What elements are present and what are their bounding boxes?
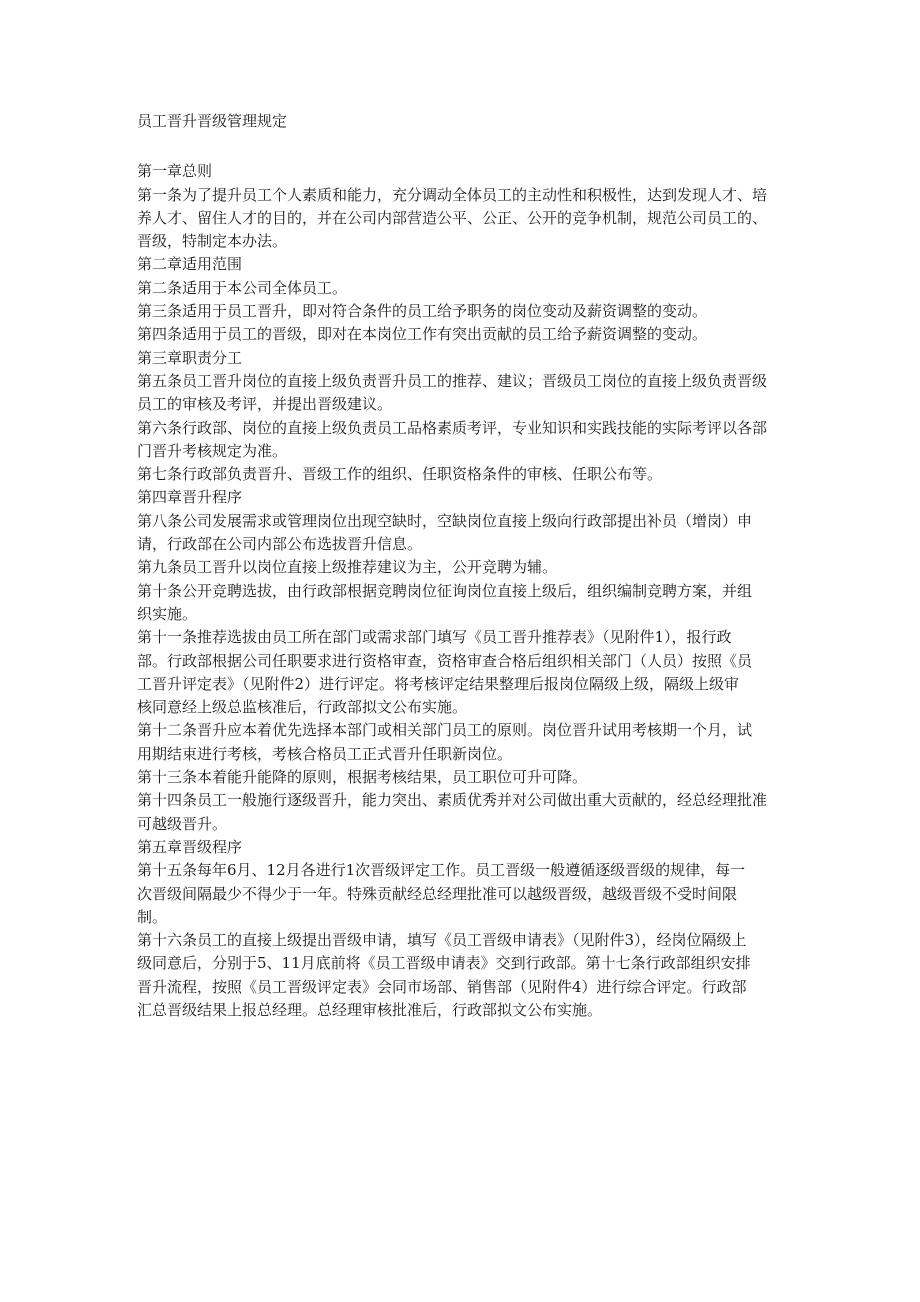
chapter-heading: 第四章晋升程序 [137,488,243,507]
text-line: 工晋升评定表》（见附件2）进行评定。将考核评定结果整理后报岗位隔级上级，隔级上级审 [137,674,740,693]
text-line: 第十四条员工一般施行逐级晋升，能力突出、素质优秀并对公司做出重大贡献的，经总经理批准 [137,791,768,810]
text-line: 第六条行政部、岗位的直接上级负责员工品格素质考评，专业知识和实践技能的实际考评以各部 [137,418,768,437]
chapter-heading: 第二章适用范围 [137,255,243,274]
text-line: 第十三条本着能升能降的原则，根据考核结果，员工职位可升可降。 [137,768,588,787]
text-line: 晋升流程，按照《员工晋级评定表》会同市场部、销售部（见附件4）进行综合评定。行政部 [137,977,747,996]
text-line: 用期结束进行考核，考核合格员工正式晋升任职新岗位。 [137,744,513,763]
text-line: 第十五条每年6月、12月各进行1次晋级评定工作。员工晋级一般遵循逐级晋级的规律，每一 [137,861,746,880]
text-line: 第十条公开竞聘选拔，由行政部根据竞聘岗位征询岗位直接上级后，组织编制竞聘方案，并组 [137,581,753,600]
text-line: 第一条为了提升员工个人素质和能力，充分调动全体员工的主动性和积极性，达到发现人才、培 [137,185,768,204]
text-line: 部。行政部根据公司任职要求进行资格审查，资格审查合格后组织相关部门（人员）按照《员 [137,651,753,670]
chapter-heading: 第三章职责分工 [137,348,243,367]
text-line: 可越级晋升。 [137,814,228,833]
document-text [137,160,845,1022]
text-line: 制。 [137,907,168,926]
document-body [137,110,845,1022]
text-line: 第十六条员工的直接上级提出晋级申请，填写《员工晋级申请表》（见附件3），经岗位隔级上 [137,931,747,950]
document-title: 员工晋升晋级管理规定 [137,112,288,130]
text-line: 第十二条晋升应本着优先选择本部门或相关部门员工的原则。岗位晋升试用考核期一个月，试 [137,721,753,740]
chapter-heading: 第一章总则 [137,162,213,181]
text-line: 第十一条推荐选拔由员工所在部门或需求部门填写《员工晋升推荐表》（见附件1），报行政 [137,628,732,647]
text-line: 第四条适用于员工的晋级，即对在本岗位工作有突出贡献的员工给予薪资调整的变动。 [137,325,708,344]
text-line: 第五条员工晋升岗位的直接上级负责晋升员工的推荐、建议；晋级员工岗位的直接上级负责晋级 [137,371,768,390]
text-line: 第七条行政部负责晋升、晋级工作的组织、任职资格条件的审核、任职公布等。 [137,465,663,484]
text-line: 门晋升考核规定为准。 [137,441,288,460]
text-line: 织实施。 [137,604,198,623]
text-line: 晋级，特制定本办法。 [137,232,288,251]
chapter-heading: 第五章晋级程序 [137,837,243,856]
text-line: 核同意经上级总监核准后，行政部拟文公布实施。 [137,698,468,717]
text-line: 请，行政部在公司内部公布选拔晋升信息。 [137,535,423,554]
text-line: 员工的审核及考评，并提出晋级建议。 [137,395,393,414]
text-line: 汇总晋级结果上报总经理。总经理审核批准后，行政部拟文公布实施。 [137,1000,603,1019]
text-line: 第三条适用于员工晋升，即对符合条件的员工给予职务的岗位变动及薪资调整的变动。 [137,302,708,321]
text-line: 养人才、留住人才的目的，并在公司内部营造公平、公正、公开的竞争机制，规范公司员工的、 [137,208,768,227]
text-line: 第八条公司发展需求或管理岗位出现空缺时，空缺岗位直接上级向行政部提出补员（增岗）申 [137,511,753,530]
text-line: 级同意后，分别于5、11月底前将《员工晋级申请表》交到行政部。第十七条行政部组织安排 [137,954,751,973]
text-line: 第九条员工晋升以岗位直接上级推荐建议为主，公开竞聘为辅。 [137,558,558,577]
text-line: 次晋级间隔最少不得少于一年。特殊贡献经总经理批准可以越级晋级，越级晋级不受时间限 [137,884,738,903]
text-line: 第二条适用于本公司全体员工。 [137,278,348,297]
